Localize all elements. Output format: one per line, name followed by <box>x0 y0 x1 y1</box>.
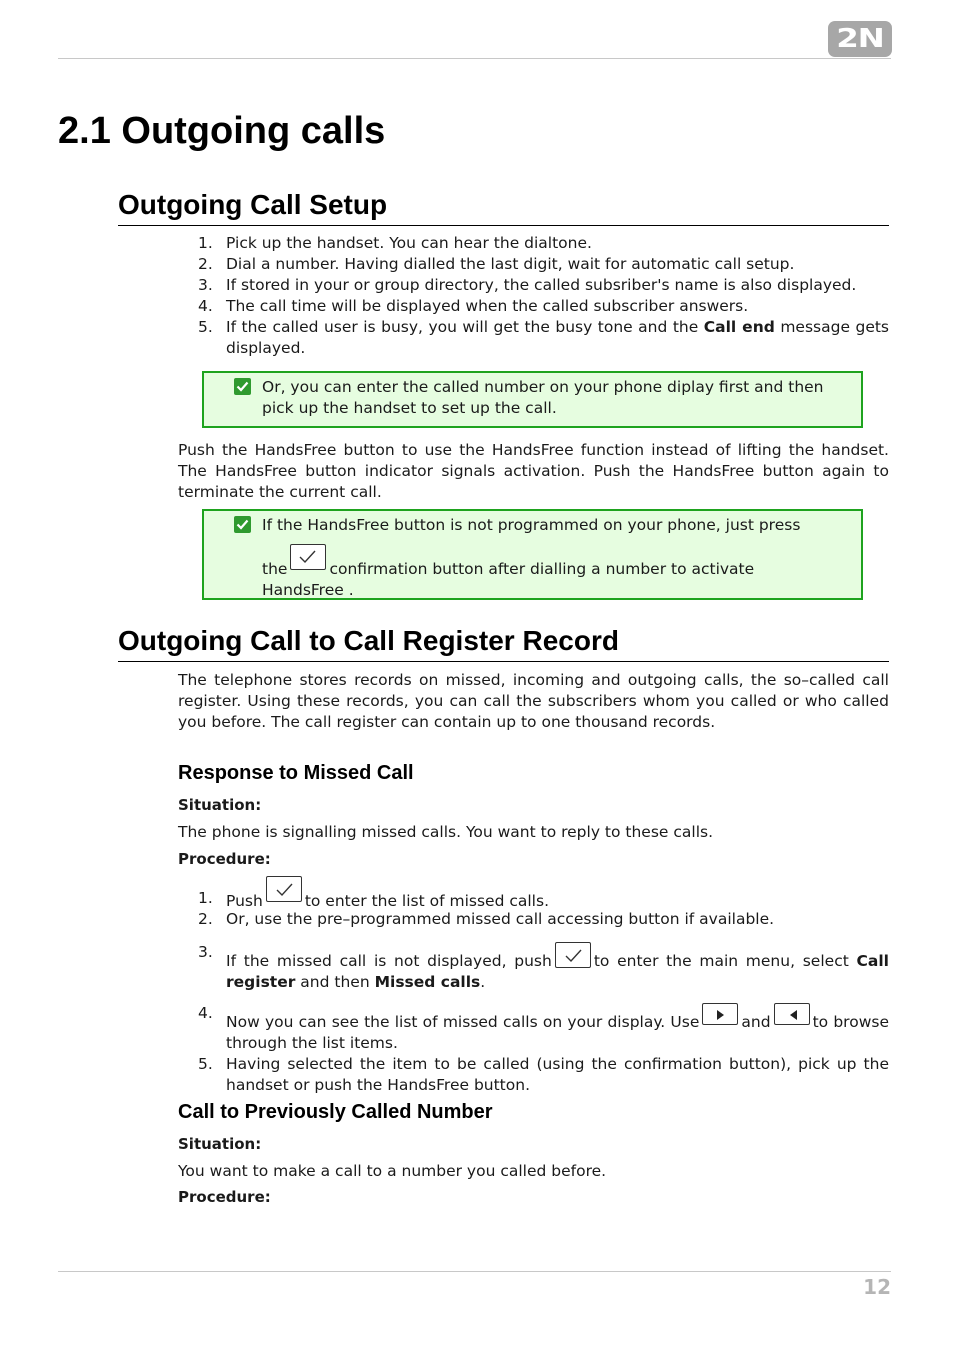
header-rule <box>58 58 891 59</box>
situation-label: Situation: <box>178 1135 262 1153</box>
note-text: If the HandsFree button is not programmed on your phone, just press the confirmation button after dialling a number to activate HandsFree . <box>262 516 801 599</box>
missed-call-steps <box>178 876 889 1096</box>
note-box <box>202 371 863 428</box>
checkbox-check-icon <box>234 378 251 395</box>
list-item: 3. If the missed call is not displayed, push to enter the main menu, select Call register and then Missed calls. <box>198 943 889 991</box>
list-item: 1. Pick up the handset. You can hear the dialtone. <box>198 234 592 252</box>
subheading-previously-called: Call to Previously Called Number <box>178 1101 493 1123</box>
situation-text: You want to make a call to a number you called before. <box>178 1162 607 1180</box>
handsfree-paragraph: Push the HandsFree button to use the HandsFree function instead of lifting the handset. The HandsFree button indicator signals activation. Push the HandsFree button again to terminate the current call. <box>178 441 889 501</box>
procedure-label: Procedure: <box>178 1188 271 1206</box>
page-number: 12 <box>863 1275 891 1299</box>
list-item: 5. Having selected the item to be called (using the confirmation button), pick up the handset or push the HandsFree button. <box>198 1055 889 1094</box>
list-item: 2. Dial a number. Having dialled the last digit, wait for automatic call setup. <box>198 255 795 273</box>
page-title: 2.1 Outgoing calls <box>58 110 386 152</box>
confirm-key-icon <box>290 544 326 570</box>
note-box <box>202 509 863 600</box>
left-arrow-key-icon <box>774 1003 810 1025</box>
list-item: 5. If the called user is busy, you will get the busy tone and the Call end message gets displayed. <box>198 318 890 357</box>
confirm-key-icon <box>266 876 302 902</box>
list-item: 4. Now you can see the list of missed calls on your display. Use and to browse through the list items. <box>198 1004 889 1052</box>
confirm-key-icon <box>555 942 591 968</box>
list-item: 2. Or, use the pre–programmed missed call accessing button if available. <box>198 910 775 928</box>
right-arrow-key-icon <box>702 1003 738 1025</box>
footer-rule <box>58 1271 891 1272</box>
list-item: 1. Push to enter the list of missed calls. <box>178 876 889 910</box>
section-heading-call-register: Outgoing Call to Call Register Record <box>118 625 889 662</box>
note-text: Or, you can enter the called number on your phone diplay first and then pick up the handset to set up the call. <box>262 378 824 417</box>
2n-logo: 2N <box>828 21 892 57</box>
procedure-label: Procedure: <box>178 850 271 868</box>
situation-text: The phone is signalling missed calls. You want to reply to these calls. <box>178 823 714 841</box>
call-register-paragraph: The telephone stores records on missed, incoming and outgoing calls, the so–called call register. Using these records, you can call the subscribers whom you called or who called you before. The call register can contain up to one thousand records. <box>178 671 889 731</box>
subheading-response-missed-call: Response to Missed Call <box>178 762 414 784</box>
situation-label: Situation: <box>178 796 262 814</box>
list-item: 4. The call time will be displayed when the called subscriber answers. <box>198 297 749 315</box>
checkbox-check-icon <box>234 516 251 533</box>
list-item: 3. If stored in your or group directory, the called subsriber's name is also displayed. <box>198 276 857 294</box>
section-heading-outgoing-call-setup: Outgoing Call Setup <box>118 189 889 226</box>
call-setup-steps <box>178 233 889 359</box>
